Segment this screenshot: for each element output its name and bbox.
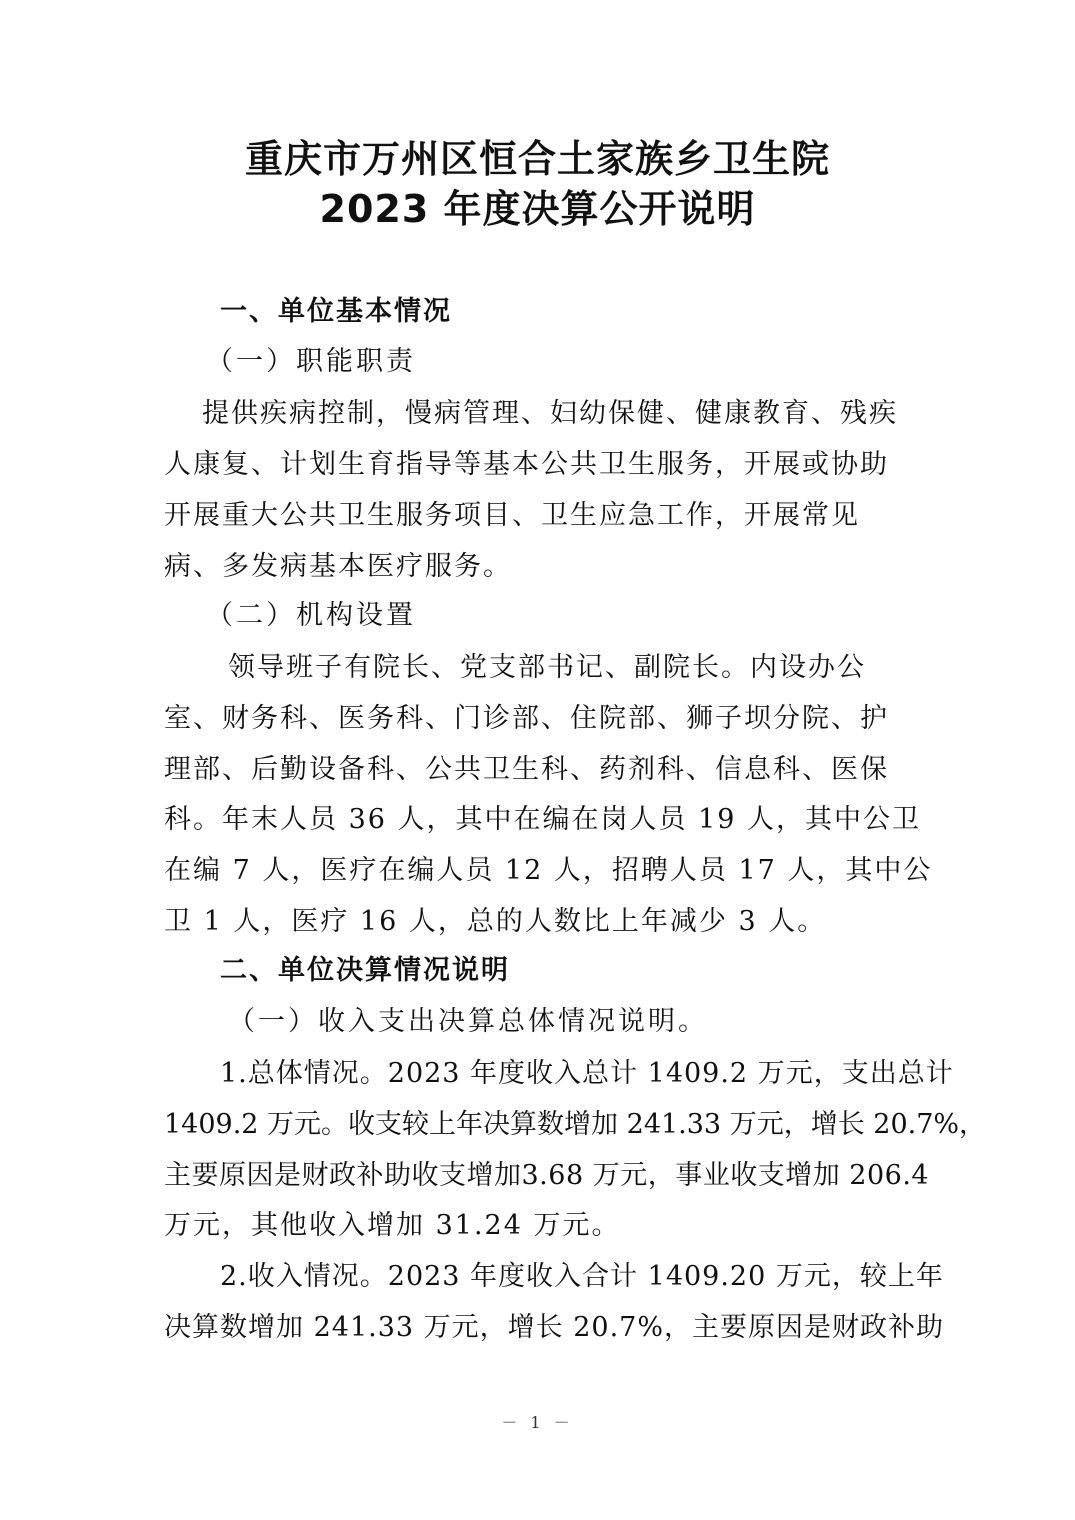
- section-heading-basic-info: 一、单位基本情况: [220, 296, 452, 327]
- paragraph-line: 理部、后勤设备科、公共卫生科、药剂科、信息科、医保: [164, 754, 889, 785]
- document-title-line-2: 2023 年度决算公开说明: [319, 187, 756, 231]
- paragraph-line: 1.总体情况。2023 年度收入总计 1409.2 万元，支出总计: [220, 1058, 954, 1089]
- paragraph-line: 主要原因是财政补助收支增加3.68 万元，事业收支增加 206.4: [164, 1160, 930, 1191]
- subsection-heading-organization: （二）机构设置: [206, 600, 416, 631]
- paragraph-line: 领导班子有院长、党支部书记、副院长。内设办公: [228, 652, 866, 683]
- paragraph-line: 1409.2 万元。收支较上年决算数增加 241.33 万元，增长 20.7%，: [164, 1109, 987, 1140]
- page-number: － 1 －: [501, 1413, 574, 1432]
- paragraph-line: 决算数增加 241.33 万元，增长 20.7%，主要原因是财政补助: [164, 1312, 944, 1343]
- paragraph-line: 开展重大公共卫生服务项目、卫生应急工作，开展常见: [164, 500, 860, 531]
- paragraph-line: 2.收入情况。2023 年度收入合计 1409.20 万元，较上年: [220, 1261, 944, 1292]
- document-title-line-1: 重庆市万州区恒合土家族乡卫生院: [244, 137, 830, 181]
- paragraph-line: 室、财务科、医务科、门诊部、住院部、狮子坝分院、护: [164, 703, 889, 734]
- paragraph-line: 人康复、计划生育指导等基本公共卫生服务，开展或协助: [164, 449, 889, 480]
- subsection-heading-functions: （一）职能职责: [206, 346, 416, 377]
- paragraph-line: 万元，其他收入增加 31.24 万元。: [164, 1210, 621, 1241]
- paragraph-line: 病、多发病基本医疗服务。: [164, 551, 512, 582]
- section-heading-budget: 二、单位决算情况说明: [220, 955, 510, 986]
- subsection-heading-income-expense: （一）收入支出决算总体情况说明。: [228, 1006, 708, 1037]
- paragraph-line: 卫 1 人，医疗 16 人，总的人数比上年减少 3 人。: [164, 906, 827, 937]
- paragraph-line: 提供疾病控制，慢病管理、妇幼保健、健康教育、残疾: [202, 398, 898, 429]
- paragraph-line: 科。年末人员 36 人，其中在编在岗人员 19 人，其中公卫: [164, 804, 922, 835]
- paragraph-line: 在编 7 人，医疗在编人员 12 人，招聘人员 17 人，其中公: [164, 855, 933, 886]
